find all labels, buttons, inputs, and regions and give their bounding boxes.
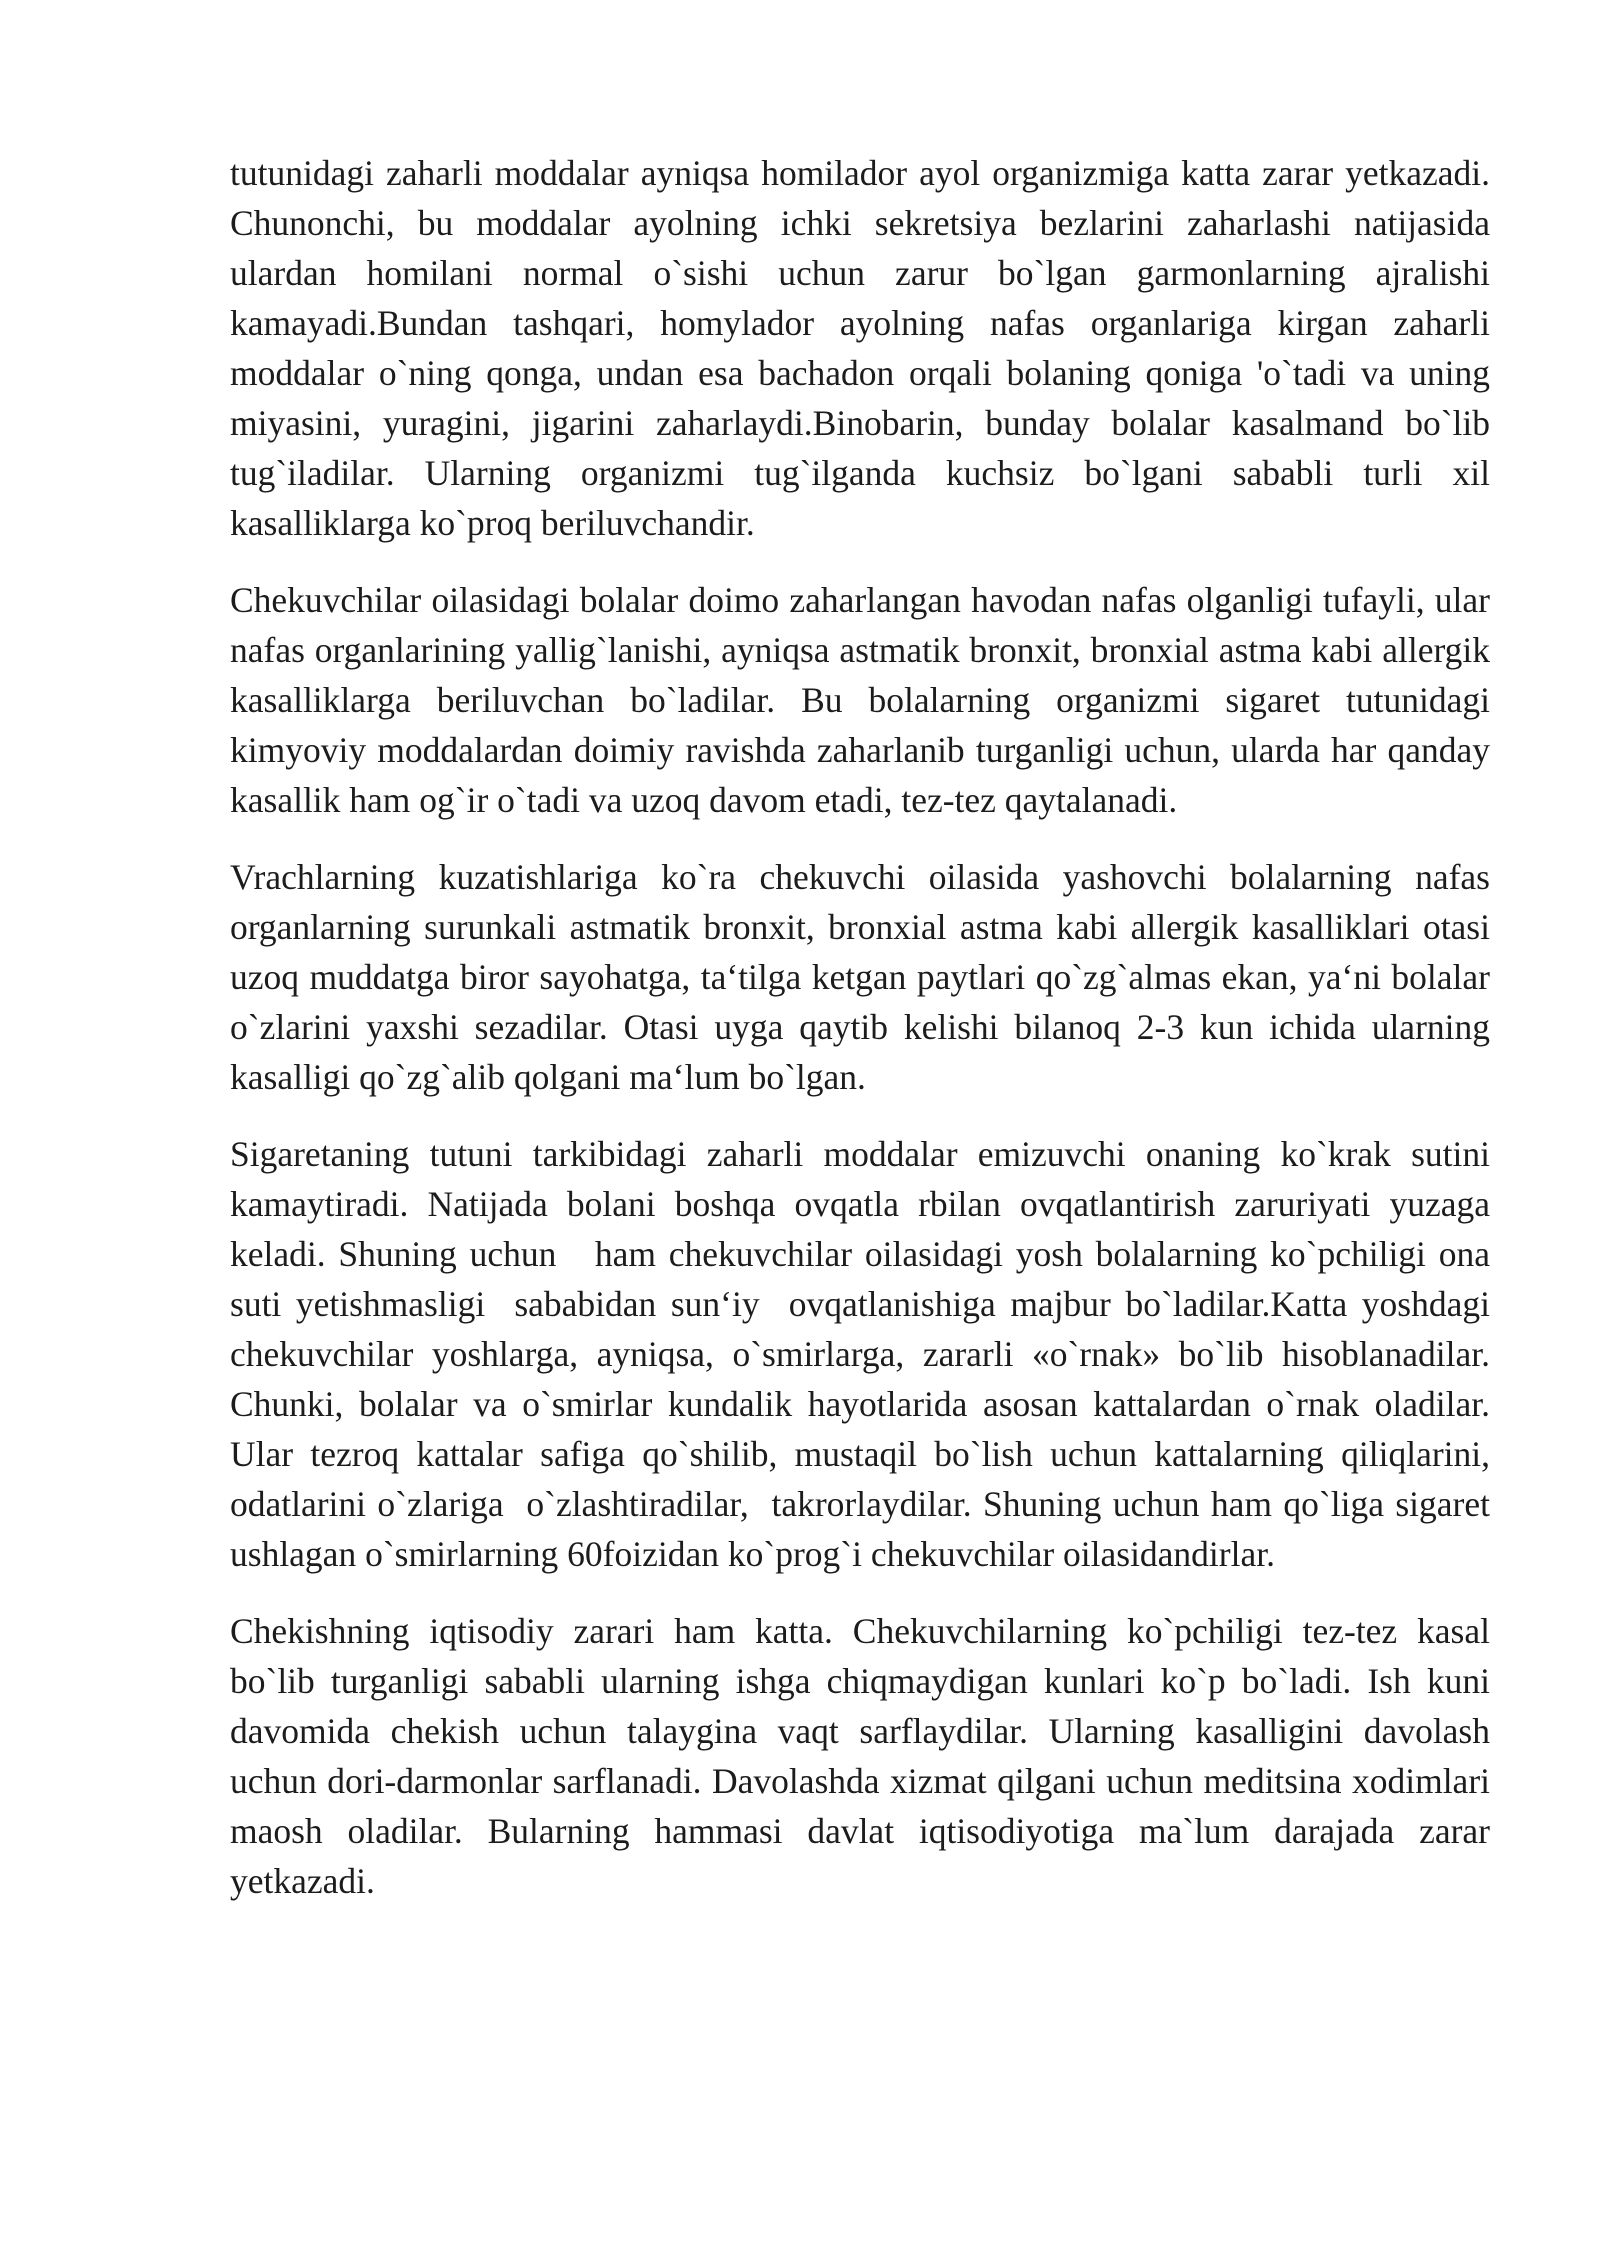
paragraph-prenatal-harm: tutunidagi zaharli moddalar ayniqsa homilador ayol organizmiga katta zarar yetkazadi. Chunonchi, bu moddalar ayolning ichki sekretsiya bezlarini zaharlashi natijasida ulardan homilani normal o`sishi uchun zarur bo`lgan garmonlarning ajralishi kamayadi.Bundan tashqari, homylador ayolning nafas organlariga kirgan zaharli moddalar o`ning qonga, undan esa bachadon orqali bolaning qoniga 'o`tadi va uning miyasini, yuragini, jigarini zaharlaydi.Binobarin, bunday bolalar kasalmand bo`lib tug`iladilar. Ularning organizmi tug`ilganda kuchsiz bo`lgani sababli turli xil kasalliklarga ko`proq beriluvchandir. (230, 153, 1499, 543)
document-body (230, 148, 1499, 1933)
paragraph-children-respiratory: Chekuvchilar oilasidagi bolalar doimo zaharlangan havodan nafas olganligi tufayli, ular nafas organlarining yallig`lanishi, ayniqsa astmatik bronxit, bronxial astma kabi allergik kasalliklarga beriluvchan bo`ladilar. Bu bolalarning organizmi sigaret tutunidagi kimyoviy moddalardan doimiy ravishda zaharlanib turganligi uchun, ularda har qanday kasallik ham og`ir o`tadi va uzoq davom etadi, tez-tez qaytalanadi. (230, 580, 1499, 820)
paragraph-doctors-observations: Vrachlarning kuzatishlariga ko`ra chekuvchi oilasida yashovchi bolalarning nafas organlarning surunkali astmatik bronxit, bronxial astma kabi allergik kasalliklari otasi uzoq muddatga biror sayohatga, ta‘tilga ketgan paytlari qo`zg`almas ekan, ya‘ni bolalar o`zlarini yaxshi sezadilar. Otasi uyga qaytib kelishi bilanoq 2-3 kun ichida ularning kasalligi qo`zg`alib qolgani ma‘lum bo`lgan. (230, 857, 1499, 1097)
paragraph-economic-harm: Chekishning iqtisodiy zarari ham katta. Chekuvchilarning ko`pchiligi tez-tez kasal bo`lib turganligi sababli ularning ishga chiqmaydigan kunlari ko`p bo`ladi. Ish kuni davomida chekish uchun talaygina vaqt sarflaydilar. Ularning kasalligini davolash uchun dori-darmonlar sarflanadi. Davolashda xizmat qilgani uchun meditsina xodimlari maosh oladilar. Bularning hammasi davlat iqtisodiyotiga ma`lum darajada zarar yetkazadi. (230, 1611, 1499, 1901)
paragraph-breastfeeding-example: Sigaretaning tutuni tarkibidagi zaharli moddalar emizuvchi onaning ko`krak sutini kamaytiradi. Natijada bolani boshqa ovqatla rbilan ovqatlantirish zaruriyati yuzaga keladi. Shuning uchun ham chekuvchilar oilasidagi yosh bolalarning ko`pchiligi ona suti yetishmasligi sababidan sun‘iy ovqatlanishiga majbur bo`ladilar.Katta yoshdagi chekuvchilar yoshlarga, ayniqsa, o`smirlarga, zararli «o`rnak» bo`lib hisoblanadilar. Chunki, bolalar va o`smirlar kundalik hayotlarida asosan kattalardan o`rnak oladilar. Ular tezroq kattalar safiga qo`shilib, mustaqil bo`lish uchun kattalarning qiliqlarini, odatlarini o`zlariga o`zlashtiradilar, takrorlaydilar. Shuning uchun ham qo`liga sigaret ushlagan o`smirlarning 60foizidan ko`prog`i chekuvchilar oilasidandirlar. (230, 1134, 1499, 1574)
